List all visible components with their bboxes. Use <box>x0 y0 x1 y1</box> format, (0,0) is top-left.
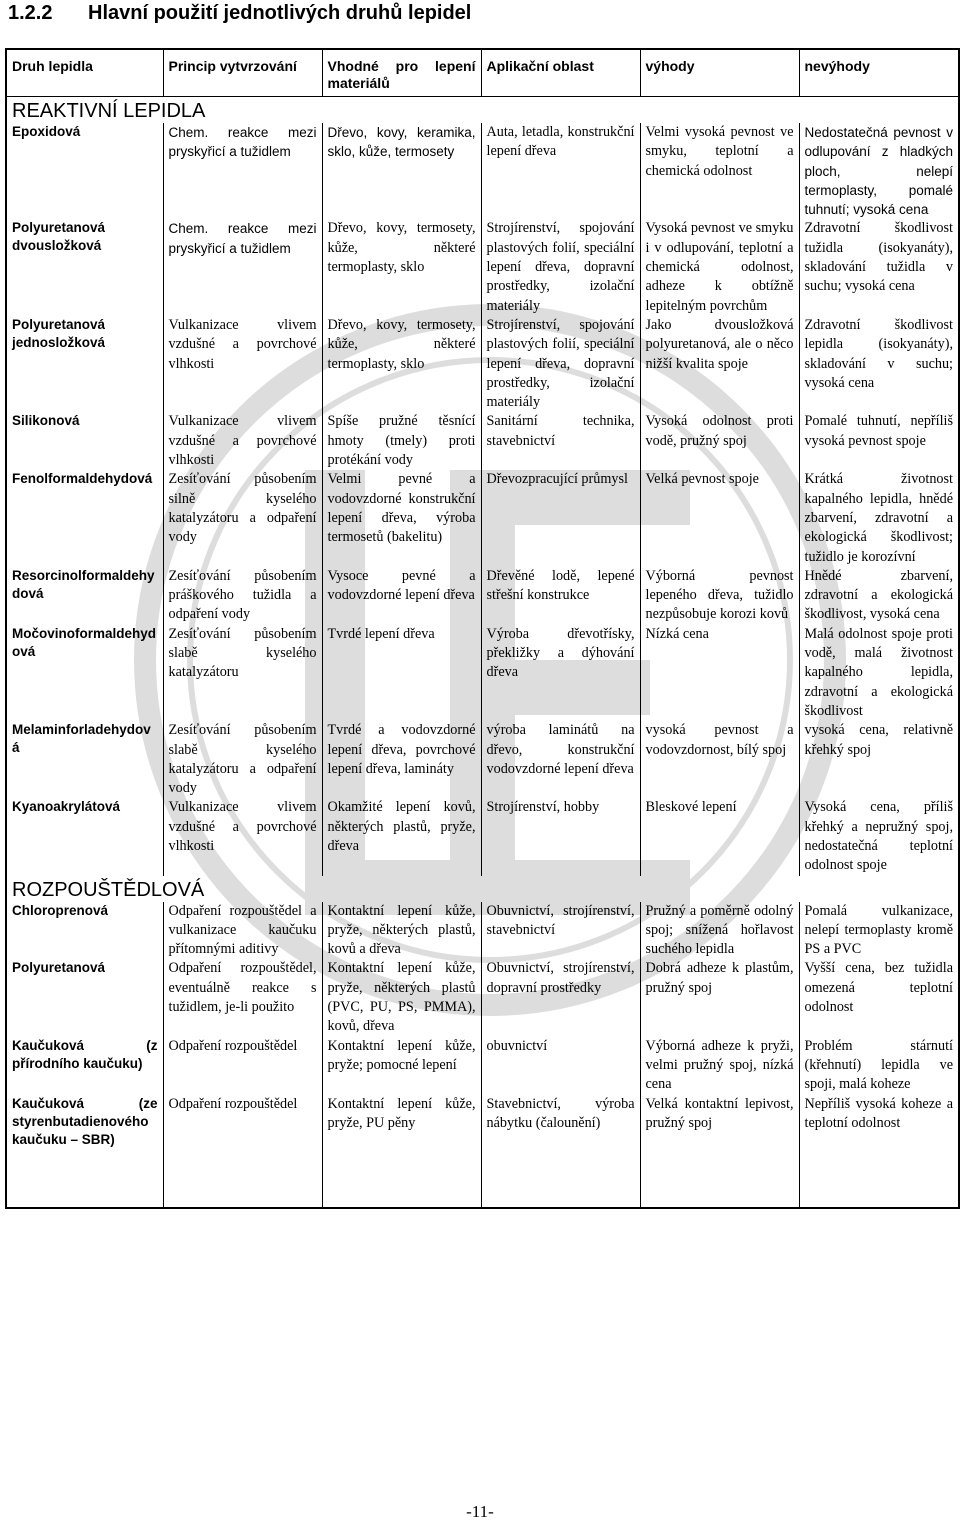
advantages-cell: Výborná adheze k pryži, velmi pružný spoj, nízká cena <box>640 1037 799 1095</box>
adhesive-type-cell: Chloroprenová <box>6 902 163 960</box>
adhesive-type-cell: Močovinoformaldehydová <box>6 625 163 721</box>
disadvantages-cell: vysoká cena, relativně křehký spoj <box>799 721 959 798</box>
application-area-cell: Sanitární technika, stavebnictví <box>481 412 640 470</box>
advantages-cell: Jako dvousložková polyuretanová, ale o něco nižší kvalita spoje <box>640 316 799 412</box>
adhesives-table <box>5 48 960 1209</box>
table-row <box>6 959 959 1036</box>
column-header: výhody <box>640 49 799 97</box>
table-row <box>6 1037 959 1095</box>
curing-principle-cell: Zesíťování působením práškového tužidla a odpaření vody <box>163 567 322 625</box>
adhesive-type-cell: Kaučuková (z přírodního kaučuku) <box>6 1037 163 1095</box>
adhesive-type-cell: Melaminforladehydová <box>6 721 163 798</box>
disadvantages-cell: Nedostatečná pevnost v odlupování z hladkých ploch, nelepí termoplasty, pomalé tuhnutí; vysoká cena <box>799 123 959 219</box>
curing-principle-cell: Zesíťování působením slabě kyselého katalyzátoru a odpaření vody <box>163 721 322 798</box>
advantages-cell: Vysoká odolnost proti vodě, pružný spoj <box>640 412 799 470</box>
suitable-materials-cell: Dřevo, kovy, keramika, sklo, kůže, termosety <box>322 123 481 219</box>
column-header: Princip vytvrzování <box>163 49 322 97</box>
adhesive-type-cell: Fenolformaldehydová <box>6 470 163 566</box>
disadvantages-cell: Zdravotní škodlivost tužidla (isokyanáty), skladování tužidla v suchu; vysoká cena <box>799 219 959 315</box>
advantages-cell: vysoká pevnost a vodovzdornost, bílý spoj <box>640 721 799 798</box>
suitable-materials-cell: Tvrdé a vodovzdorné lepení dřeva, povrchové lepení dřeva, lamináty <box>322 721 481 798</box>
curing-principle-cell: Vulkanizace vlivem vzdušné a povrchové vlhkosti <box>163 412 322 470</box>
advantages-cell: Pružný a poměrně odolný spoj; snížená hořlavost suchého lepidla <box>640 902 799 960</box>
adhesive-type-cell: Resorcinolformaldehydová <box>6 567 163 625</box>
section-title: REAKTIVNÍ LEPIDLA <box>12 100 206 122</box>
disadvantages-cell: Problém stárnutí (křehnutí) lepidla ve spoji, malá koheze <box>799 1037 959 1095</box>
adhesive-type-cell: Kyanoakrylátová <box>6 798 163 875</box>
application-area-cell: Výroba dřevotřísky, překližky a dýhování dřeva <box>481 625 640 721</box>
curing-principle-cell: Zesíťování působením slabě kyselého katalyzátoru <box>163 625 322 721</box>
curing-principle-cell: Odpaření rozpouštědel a vulkanizace kaučuku přítomnými aditivy <box>163 902 322 960</box>
column-header: Vhodné pro lepení materiálů <box>322 49 481 97</box>
curing-principle-cell: Vulkanizace vlivem vzdušné a povrchové vlhkosti <box>163 316 322 412</box>
table-row <box>6 721 959 798</box>
suitable-materials-cell: Spíše pružné těsnící hmoty (tmely) proti protékání vody <box>322 412 481 470</box>
advantages-cell: Vysoká pevnost ve smyku i v odlupování, teplotní a chemická odolnost, adheze k obtížně lepitelným povrchům <box>640 219 799 315</box>
suitable-materials-cell: Velmi pevné a vodovzdorné konstrukční lepení dřeva, výroba termosetů (bakelitu) <box>322 470 481 566</box>
disadvantages-cell: Malá odolnost spoje proti vodě, malá životnost kapalného lepidla, zdravotní a ekologická škodlivost <box>799 625 959 721</box>
section-number: 1.2.2 <box>8 2 53 24</box>
section-title: Hlavní použití jednotlivých druhů lepidel <box>88 2 472 24</box>
section-title: ROZPOUŠTĚDLOVÁ <box>12 878 205 901</box>
application-area-cell: Dřevozpracující průmysl <box>481 470 640 566</box>
table-row <box>6 1095 959 1149</box>
table-row <box>6 412 959 470</box>
application-area-cell: Dřevěné lodě, lepené střešní konstrukce <box>481 567 640 625</box>
suitable-materials-cell: Tvrdé lepení dřeva <box>322 625 481 721</box>
curing-principle-cell: Odpaření rozpouštědel <box>163 1037 322 1095</box>
column-header: Aplikační oblast <box>481 49 640 97</box>
table-row <box>6 567 959 625</box>
application-area-cell: Obuvnictví, strojírenství, dopravní prostředky <box>481 959 640 1036</box>
table-row <box>6 902 959 960</box>
advantages-cell: Nízká cena <box>640 625 799 721</box>
column-header: Druh lepidla <box>6 49 163 97</box>
suitable-materials-cell: Kontaktní lepení kůže, pryže, PU pěny <box>322 1095 481 1149</box>
curing-principle-cell: Chem. reakce mezi pryskyřicí a tužidlem <box>163 219 322 315</box>
suitable-materials-cell: Kontaktní lepení kůže, pryže, některých plastů (PVC, PU, PS, PMMA), kovů, dřeva <box>322 959 481 1036</box>
disadvantages-cell: Vyšší cena, bez tužidla omezená teplotní odolnost <box>799 959 959 1036</box>
page-number: -11- <box>466 1502 494 1521</box>
advantages-cell: Bleskové lepení <box>640 798 799 875</box>
advantages-cell: Velká pevnost spoje <box>640 470 799 566</box>
table-bottom-padding <box>6 1149 959 1208</box>
section-row <box>6 97 959 124</box>
curing-principle-cell: Odpaření rozpouštědel <box>163 1095 322 1149</box>
application-area-cell: výroba laminátů na dřevo, konstrukční vodovzdorné lepení dřeva <box>481 721 640 798</box>
application-area-cell: obuvnictví <box>481 1037 640 1095</box>
adhesive-type-cell: Silikonová <box>6 412 163 470</box>
disadvantages-cell: Pomalé tuhnutí, nepříliš vysoká pevnost spoje <box>799 412 959 470</box>
adhesive-type-cell: Polyuretanová dvousložková <box>6 219 163 315</box>
application-area-cell: Strojírenství, hobby <box>481 798 640 875</box>
disadvantages-cell: Krátká životnost kapalného lepidla, hnědé zbarvení, zdravotní a ekologická škodlivost; tužidlo je korozívní <box>799 470 959 566</box>
suitable-materials-cell: Vysoce pevné a vodovzdorné lepení dřeva <box>322 567 481 625</box>
suitable-materials-cell: Okamžité lepení kovů, některých plastů, pryže, dřeva <box>322 798 481 875</box>
application-area-cell: Strojírenství, spojování plastových folií, speciální lepení dřeva, dopravní prostředky, izolační materiály <box>481 316 640 412</box>
application-area-cell: Obuvnictví, strojírenství, stavebnictví <box>481 902 640 960</box>
table-row <box>6 123 959 219</box>
application-area-cell: Auta, letadla, konstrukční lepení dřeva <box>481 123 640 219</box>
suitable-materials-cell: Kontaktní lepení kůže, pryže; pomocné lepení <box>322 1037 481 1095</box>
table-row <box>6 625 959 721</box>
application-area-cell: Stavebnictví, výroba nábytku (čalounění) <box>481 1095 640 1149</box>
table-row <box>6 470 959 566</box>
curing-principle-cell: Vulkanizace vlivem vzdušné a povrchové vlhkosti <box>163 798 322 875</box>
adhesive-type-cell: Polyuretanová <box>6 959 163 1036</box>
advantages-cell: Velmi vysoká pevnost ve smyku, teplotní a chemická odolnost <box>640 123 799 219</box>
disadvantages-cell: Zdravotní škodlivost lepidla (isokyanáty), skladování v suchu; vysoká cena <box>799 316 959 412</box>
curing-principle-cell: Zesíťování působením silně kyselého katalyzátoru a odpaření vody <box>163 470 322 566</box>
section-row <box>6 876 959 902</box>
suitable-materials-cell: Dřevo, kovy, termosety, kůže, některé termoplasty, sklo <box>322 316 481 412</box>
disadvantages-cell: Vysoká cena, příliš křehký a nepružný spoj, nedostatečná teplotní odolnost spoje <box>799 798 959 875</box>
table-header-row <box>6 49 959 97</box>
curing-principle-cell: Chem. reakce mezi pryskyřicí a tužidlem <box>163 123 322 219</box>
disadvantages-cell: Hnědé zbarvení, zdravotní a ekologická škodlivost, vysoká cena <box>799 567 959 625</box>
suitable-materials-cell: Kontaktní lepení kůže, pryže, některých plastů, kovů a dřeva <box>322 902 481 960</box>
advantages-cell: Dobrá adheze k plastům, pružný spoj <box>640 959 799 1036</box>
application-area-cell: Strojírenství, spojování plastových folií, speciální lepení dřeva, dopravní prostředky, izolační materiály <box>481 219 640 315</box>
advantages-cell: Výborná pevnost lepeného dřeva, tužidlo nezpůsobuje korozi kovů <box>640 567 799 625</box>
table-row <box>6 316 959 412</box>
section-heading <box>8 0 471 26</box>
adhesive-type-cell: Polyuretanová jednosložková <box>6 316 163 412</box>
curing-principle-cell: Odpaření rozpouštědel, eventuálně reakce s tužidlem, je-li použito <box>163 959 322 1036</box>
column-header: nevýhody <box>799 49 959 97</box>
suitable-materials-cell: Dřevo, kovy, termosety, kůže, některé termoplasty, sklo <box>322 219 481 315</box>
adhesive-type-cell: Epoxidová <box>6 123 163 219</box>
table-row <box>6 798 959 875</box>
table-row <box>6 219 959 315</box>
disadvantages-cell: Pomalá vulkanizace, nelepí termoplasty kromě PS a PVC <box>799 902 959 960</box>
disadvantages-cell: Nepříliš vysoká koheze a teplotní odolnost <box>799 1095 959 1149</box>
adhesive-type-cell: Kaučuková (ze styrenbutadienového kaučuku – SBR) <box>6 1095 163 1149</box>
advantages-cell: Velká kontaktní lepivost, pružný spoj <box>640 1095 799 1149</box>
